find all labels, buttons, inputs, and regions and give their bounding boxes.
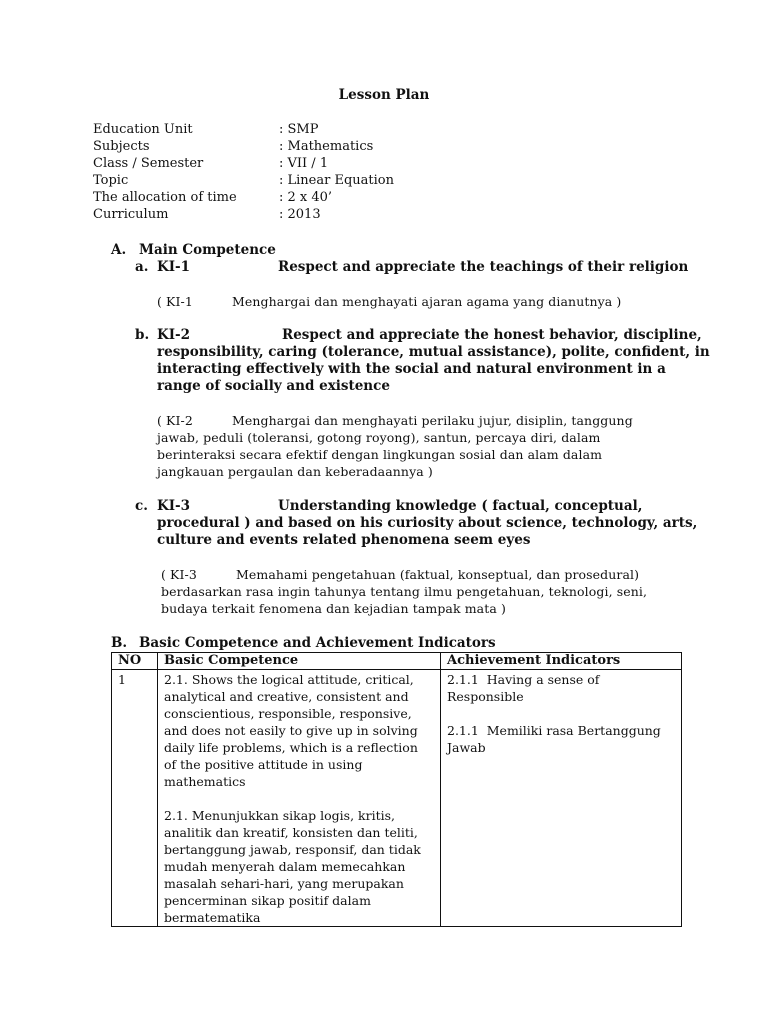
info-value: : SMP xyxy=(279,122,319,137)
item-letter: c. xyxy=(135,498,148,514)
info-value: : Mathematics xyxy=(279,139,374,154)
cell-text-line: bertanggung jawab, responsif, dan tidak xyxy=(164,842,421,857)
cell-no: 1 xyxy=(112,670,158,927)
info-label: The allocation of time xyxy=(93,190,237,205)
item-code: KI-1 xyxy=(157,259,191,275)
table-row xyxy=(112,670,682,927)
cell-text-line: of the positive attitude in using xyxy=(164,757,363,772)
indo-code: ( KI-2 xyxy=(157,413,193,428)
spacer xyxy=(447,705,675,722)
ki-2-indonesian xyxy=(157,412,633,480)
ki-3-indonesian xyxy=(161,566,647,617)
info-label: Education Unit xyxy=(93,122,193,137)
column-header-achievement-indicators: Achievement Indicators xyxy=(441,653,682,670)
cell-text-line: mathematics xyxy=(164,774,246,789)
ki-1-indonesian xyxy=(157,293,621,310)
indo-text-line: berinteraksi secara efektif dengan lingkungan sosial dan alam dalam xyxy=(157,447,603,462)
indo-text-line: Memahami pengetahuan (faktual, konseptual, dan prosedural) xyxy=(236,567,640,582)
info-label: Topic xyxy=(93,173,129,188)
cell-text-line: and does not easily to give up in solving xyxy=(164,723,418,738)
cell-text-line: bermatematika xyxy=(164,910,261,925)
indo-code: ( KI-1 xyxy=(157,294,193,309)
info-value: : 2013 xyxy=(279,207,321,222)
item-text-line: Respect and appreciate the teachings of their religion xyxy=(278,259,689,275)
cell-text-line: 2.1. Shows the logical attitude, critical, xyxy=(164,672,414,687)
section-a-heading xyxy=(111,242,276,258)
section-b-heading xyxy=(111,635,496,651)
section-letter: B. xyxy=(111,635,128,651)
item-text-line: Understanding knowledge ( factual, conceptual, xyxy=(278,498,643,514)
item-code: KI-3 xyxy=(157,498,191,514)
competence-table xyxy=(111,652,682,927)
section-title: Main Competence xyxy=(139,242,276,258)
cell-text-line: masalah sehari-hari, yang merupakan xyxy=(164,876,404,891)
cell-text-line: mudah menyerah dalam memecahkan xyxy=(164,859,406,874)
cell-text-line: daily life problems, which is a reflection xyxy=(164,740,418,755)
item-letter: b. xyxy=(135,327,150,343)
page-title: Lesson Plan xyxy=(338,87,430,103)
item-text-line: procedural ) and based on his curiosity about science, technology, arts, xyxy=(157,515,698,531)
cell-basic-competence xyxy=(158,670,441,927)
item-code: KI-2 xyxy=(157,327,191,343)
indo-code: ( KI-3 xyxy=(161,567,197,582)
cell-text-line: conscientious, responsible, responsive, xyxy=(164,706,412,721)
cell-text-line: analytical and creative, consistent and xyxy=(164,689,409,704)
column-header-no: NO xyxy=(112,653,158,670)
indo-text-line: Menghargai dan menghayati perilaku jujur, disiplin, tanggung xyxy=(232,413,633,428)
cell-text-line: pencerminan sikap positif dalam xyxy=(164,893,371,908)
indo-text-line: Menghargai dan menghayati ajaran agama yang dianutnya ) xyxy=(232,294,622,309)
indo-text-line: budaya terkait fenomena dan kejadian tampak mata ) xyxy=(161,601,506,616)
item-text-line: range of socially and existence xyxy=(157,378,390,394)
cell-achievement-indicators xyxy=(441,670,682,927)
column-header-basic-competence: Basic Competence xyxy=(158,653,441,670)
info-value: : Linear Equation xyxy=(279,173,394,188)
cell-text-line: Responsible xyxy=(447,689,524,704)
info-label: Class / Semester xyxy=(93,156,204,171)
info-value: : VII / 1 xyxy=(279,156,329,171)
indo-text-line: berdasarkan rasa ingin tahunya tentang ilmu pengetahuan, teknologi, seni, xyxy=(161,584,648,599)
info-value: : 2 x 40’ xyxy=(279,190,333,205)
cell-text-line: 2.1.1 Having a sense of xyxy=(447,672,600,687)
item-text-line: interacting effectively with the social and natural environment in a xyxy=(157,361,666,377)
section-letter: A. xyxy=(111,242,127,258)
item-letter: a. xyxy=(135,259,149,275)
info-label: Subjects xyxy=(93,139,150,154)
cell-text-line: Jawab xyxy=(447,740,486,755)
cell-text-line: 2.1. Menunjukkan sikap logis, kritis, xyxy=(164,808,395,823)
item-text-line: Respect and appreciate the honest behavior, discipline, xyxy=(282,327,702,343)
section-title: Basic Competence and Achievement Indicators xyxy=(139,635,496,651)
cell-text-line: 2.1.1 Memiliki rasa Bertanggung xyxy=(447,723,661,738)
item-text-line: responsibility, caring (tolerance, mutual assistance), polite, confident, in xyxy=(157,344,710,360)
item-text-line: culture and events related phenomena seem eyes xyxy=(157,532,531,548)
cell-text-line: analitik dan kreatif, konsisten dan teliti, xyxy=(164,825,418,840)
info-label: Curriculum xyxy=(93,207,169,222)
table-header-row xyxy=(112,653,682,670)
spacer xyxy=(164,790,434,807)
indo-text-line: jangkauan pergaulan dan keberadaannya ) xyxy=(157,464,433,479)
indo-text-line: jawab, peduli (toleransi, gotong royong), santun, percaya diri, dalam xyxy=(157,430,601,445)
